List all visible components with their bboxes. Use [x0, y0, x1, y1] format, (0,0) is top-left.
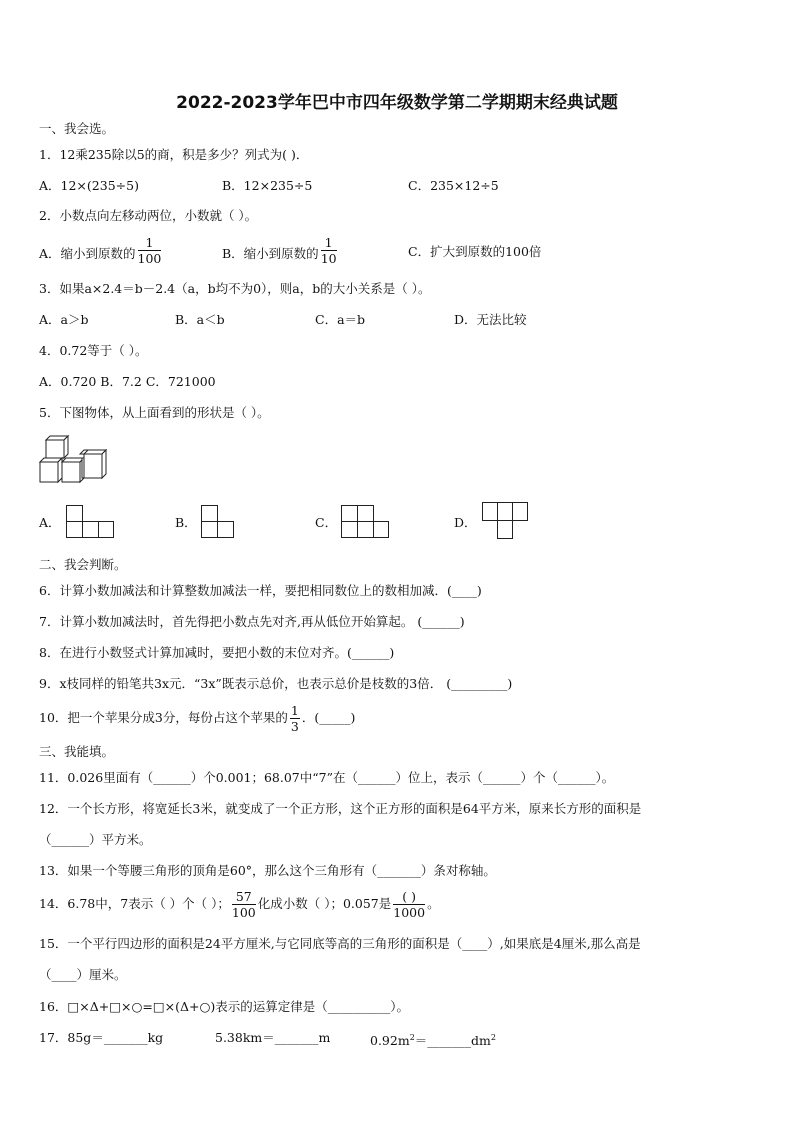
denominator: 10: [320, 251, 337, 266]
fraction: [393, 889, 425, 920]
option-a: A．a＞b: [39, 312, 89, 327]
option-c: C．235×12÷5: [408, 178, 499, 193]
question-8: 8．在进行小数竖式计算加减时，要把小数的末位对齐。(______): [39, 645, 395, 660]
fraction: [321, 235, 337, 266]
fraction: [232, 889, 256, 920]
option-b: B．a＜b: [175, 312, 225, 327]
question-14-text: 14．6.78中，7表示（ ）个（ ）；: [39, 896, 230, 911]
option-d-shape: [482, 502, 530, 540]
option-d: D．无法比较: [454, 312, 527, 327]
option-b: [222, 235, 339, 266]
fraction: [290, 703, 300, 734]
option-c: C．a＝b: [315, 312, 366, 327]
q17-part-c: [370, 1030, 496, 1049]
option-b-shape: [201, 505, 235, 539]
numerator: 57: [232, 889, 256, 905]
q17-part-b: 5.38km＝_______m: [215, 1030, 331, 1045]
option-a-text: A．缩小到原数的: [39, 246, 136, 261]
section-3-heading: 三、我能填。: [39, 744, 115, 759]
question-14-end: 。: [427, 896, 440, 911]
q17-c-text: 0.92m: [370, 1033, 410, 1049]
question-15: 15．一个平行四边形的面积是24平方厘米,与它同底等高的三角形的面积是（____）,如果底是4厘米,那么高是: [39, 936, 641, 951]
denominator: 100: [231, 905, 256, 920]
question-4: 4．0.72等于（ ）。: [39, 343, 148, 358]
option-b-text: B．缩小到原数的: [222, 246, 319, 261]
question-1: 1．12乘235除以5的商，积是多少？列式为( )．: [39, 147, 309, 162]
question-12-cont: （______）平方米。: [39, 832, 152, 847]
question-16: 16．□×Δ+□×○=□×(Δ+○)表示的运算定律是（__________）。: [39, 999, 410, 1014]
superscript: 2: [490, 1033, 496, 1042]
numerator: ( ): [393, 889, 425, 905]
cube-stack-figure: [38, 434, 110, 486]
numerator: 1: [321, 235, 337, 251]
numerator: 1: [290, 703, 299, 718]
question-17: [39, 1030, 739, 1048]
section-2-heading: 二、我会判断。: [39, 557, 127, 572]
question-10-text: 10．把一个苹果分成3分，每份占这个苹果的: [39, 710, 288, 725]
question-13: 13．如果一个等腰三角形的顶角是60°，那么这个三角形有（_______）条对称轴。: [39, 863, 496, 878]
option-a: [39, 235, 163, 266]
question-10: [39, 703, 355, 737]
option-b: B．: [175, 515, 197, 530]
question-5: 5．下图物体，从上面看到的形状是（ ）。: [39, 405, 270, 420]
option-a: A．12×(235÷5): [39, 178, 139, 193]
option-d: D．: [454, 515, 477, 530]
question-7: 7．计算小数加减法时，首先得把小数点先对齐,再从低位开始算起。 (______): [39, 614, 465, 629]
section-1-heading: 一、我会选。: [39, 121, 115, 136]
option-c: C．: [315, 515, 338, 530]
question-2: 2．小数点向左移动两位，小数就（ ）。: [39, 208, 258, 223]
q17-c-tail: ＝_______dm: [414, 1033, 491, 1049]
option-a: A．: [39, 515, 61, 530]
superscript: 2: [409, 1033, 415, 1042]
question-6: 6．计算小数加减法和计算整数加减法一样，要把相同数位上的数相加减．(____): [39, 583, 482, 598]
denominator: 100: [137, 251, 162, 266]
fraction: [138, 235, 162, 266]
question-14-mid: 化成小数（ ）；0.057是: [257, 896, 392, 911]
question-11: 11．0.026里面有（______）个0.001；68.07中“7”在（______）位上，表示（______）个（______）。: [39, 770, 615, 785]
question-1-options: [39, 178, 739, 194]
numerator: 1: [138, 235, 162, 251]
question-2-options: [39, 237, 739, 271]
question-12: 12．一个长方形，将宽延长3米，就变成了一个正方形，这个正方形的面积是64平方米，原来长方形的面积是: [39, 801, 642, 816]
question-10-answer: ．(_____): [301, 710, 356, 725]
denominator: 1000: [393, 905, 426, 920]
question-5-options: [39, 515, 739, 531]
question-15-cont: （____）厘米。: [39, 967, 127, 982]
page-title: 2022-2023学年巴中市四年级数学第二学期期末经典试题: [176, 93, 618, 113]
option-b: B．12×235÷5: [222, 178, 313, 193]
option-c: C．扩大到原数的100倍: [408, 244, 542, 259]
denominator: 3: [290, 719, 299, 734]
option-c-shape: [341, 505, 389, 539]
q17-part-a: 17．85g＝_______kg: [39, 1030, 164, 1045]
question-9: 9．x枝同样的铅笔共3x元．“3x”既表示总价，也表示总价是枝数的3倍． (_________): [39, 676, 513, 691]
question-3: 3．如果a×2.4＝b－2.4（a，b均不为0），则a，b的大小关系是（ ）。: [39, 281, 431, 296]
question-4-options: A．0.720 B．7.2 C．721000: [39, 374, 216, 389]
option-a-shape: [66, 505, 114, 539]
question-3-options: [39, 312, 739, 328]
question-14: [39, 889, 440, 925]
